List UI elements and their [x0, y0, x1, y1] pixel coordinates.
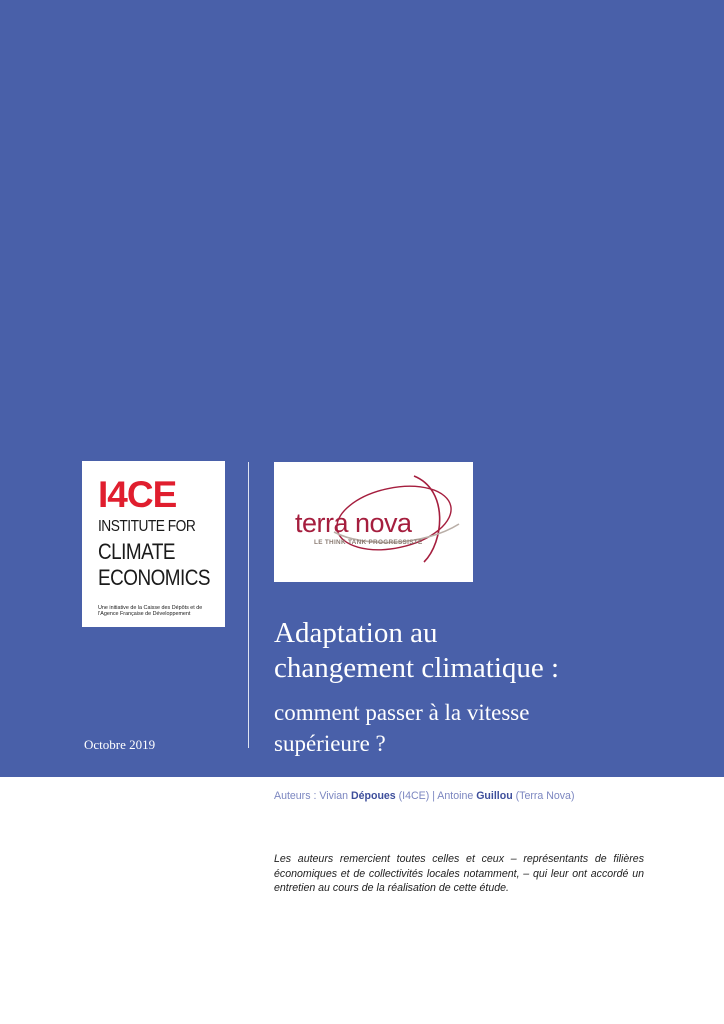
title-line-1: Adaptation au — [274, 617, 438, 649]
terranova-tagline: LE THINK TANK PROGRESSISTE — [314, 539, 423, 546]
page-title — [274, 616, 559, 686]
subtitle-line-2: supérieure ? — [274, 731, 386, 756]
title-line-2: changement climatique : — [274, 652, 560, 684]
publication-date: Octobre 2019 — [84, 737, 156, 752]
page-subtitle — [274, 697, 529, 759]
terranova-logo — [274, 462, 473, 582]
i4ce-logo-mark: I4CE — [98, 474, 177, 515]
author2-org: (Terra Nova) — [512, 790, 575, 802]
author2-name: Guillou — [476, 790, 513, 802]
i4ce-logo-line1: INSTITUTE FOR — [98, 518, 196, 535]
terranova-wordmark: terra nova — [295, 508, 412, 538]
authors-line — [274, 790, 574, 802]
i4ce-logo — [82, 461, 225, 627]
acknowledgement-text: Les auteurs remercient toutes celles et ceux – représentants de filières économiques et de collectivités locales notamment, – qui leur ont accordé un entretien au cours de la réalisation de cette étude. — [274, 853, 644, 895]
vertical-divider — [248, 462, 249, 748]
i4ce-logo-line2: CLIMATE — [98, 539, 175, 564]
subtitle-line-1: comment passer à la vitesse — [274, 700, 530, 725]
i4ce-logo-tagline: Une initiative de la Caisse des Dépôts et de l'Agence Française de Développement — [98, 605, 203, 617]
i4ce-logo-line3: ECONOMICS — [98, 565, 211, 590]
author1-name: Dépoues — [350, 790, 396, 802]
author1-org: (I4CE) | Antoine — [395, 790, 477, 802]
authors-prefix: Auteurs : Vivian — [274, 790, 351, 802]
